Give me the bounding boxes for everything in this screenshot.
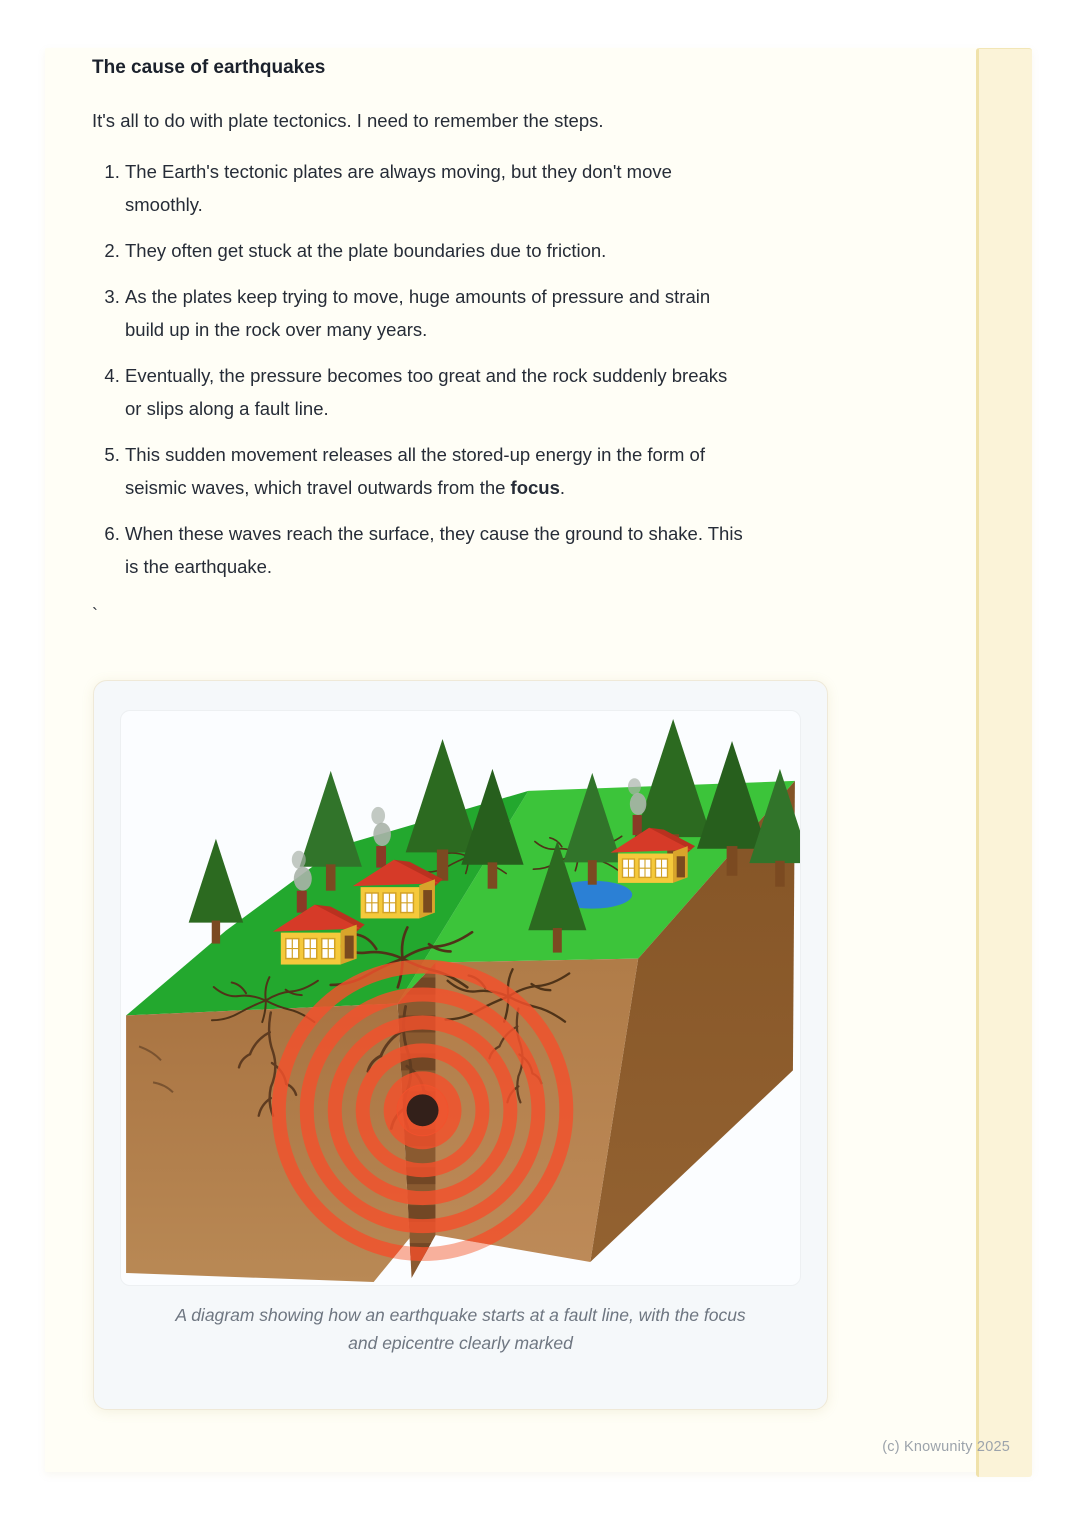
notes-document xyxy=(92,57,837,626)
figure-caption: A diagram showing how an earthquake starts at a fault line, with the focus and epicentre clearly marked xyxy=(175,1305,746,1353)
focus-point xyxy=(407,1094,439,1126)
figure-canvas xyxy=(120,710,801,1286)
figure-card xyxy=(93,680,828,1410)
accent-strip xyxy=(976,48,1032,1477)
steps-list xyxy=(92,155,837,583)
stray-backtick: ` xyxy=(92,605,98,625)
step-item: 5. This sudden movement releases all the stored-up energy in the form of seismic waves, which travel outwards from the focus. xyxy=(125,438,830,504)
step-item: 6. When these waves reach the surface, they cause the ground to shake. This is the earthquake. xyxy=(125,517,830,583)
intro-paragraph: It's all to do with plate tectonics. I need to remember the steps. xyxy=(92,110,604,131)
step-item: 4. Eventually, the pressure becomes too great and the rock suddenly breaks or slips along a fault line. xyxy=(125,359,830,425)
copyright-text: (c) Knowunity 2025 xyxy=(882,1439,1010,1455)
step-item: 2. They often get stuck at the plate boundaries due to friction. xyxy=(125,234,830,267)
step-item: 1. The Earth's tectonic plates are always moving, but they don't move smoothly. xyxy=(125,155,830,221)
earthquake-illustration xyxy=(121,711,800,1285)
step-item: 3. As the plates keep trying to move, huge amounts of pressure and strain build up in the rock over many years. xyxy=(125,280,830,346)
page-title: The cause of earthquakes xyxy=(92,57,326,78)
